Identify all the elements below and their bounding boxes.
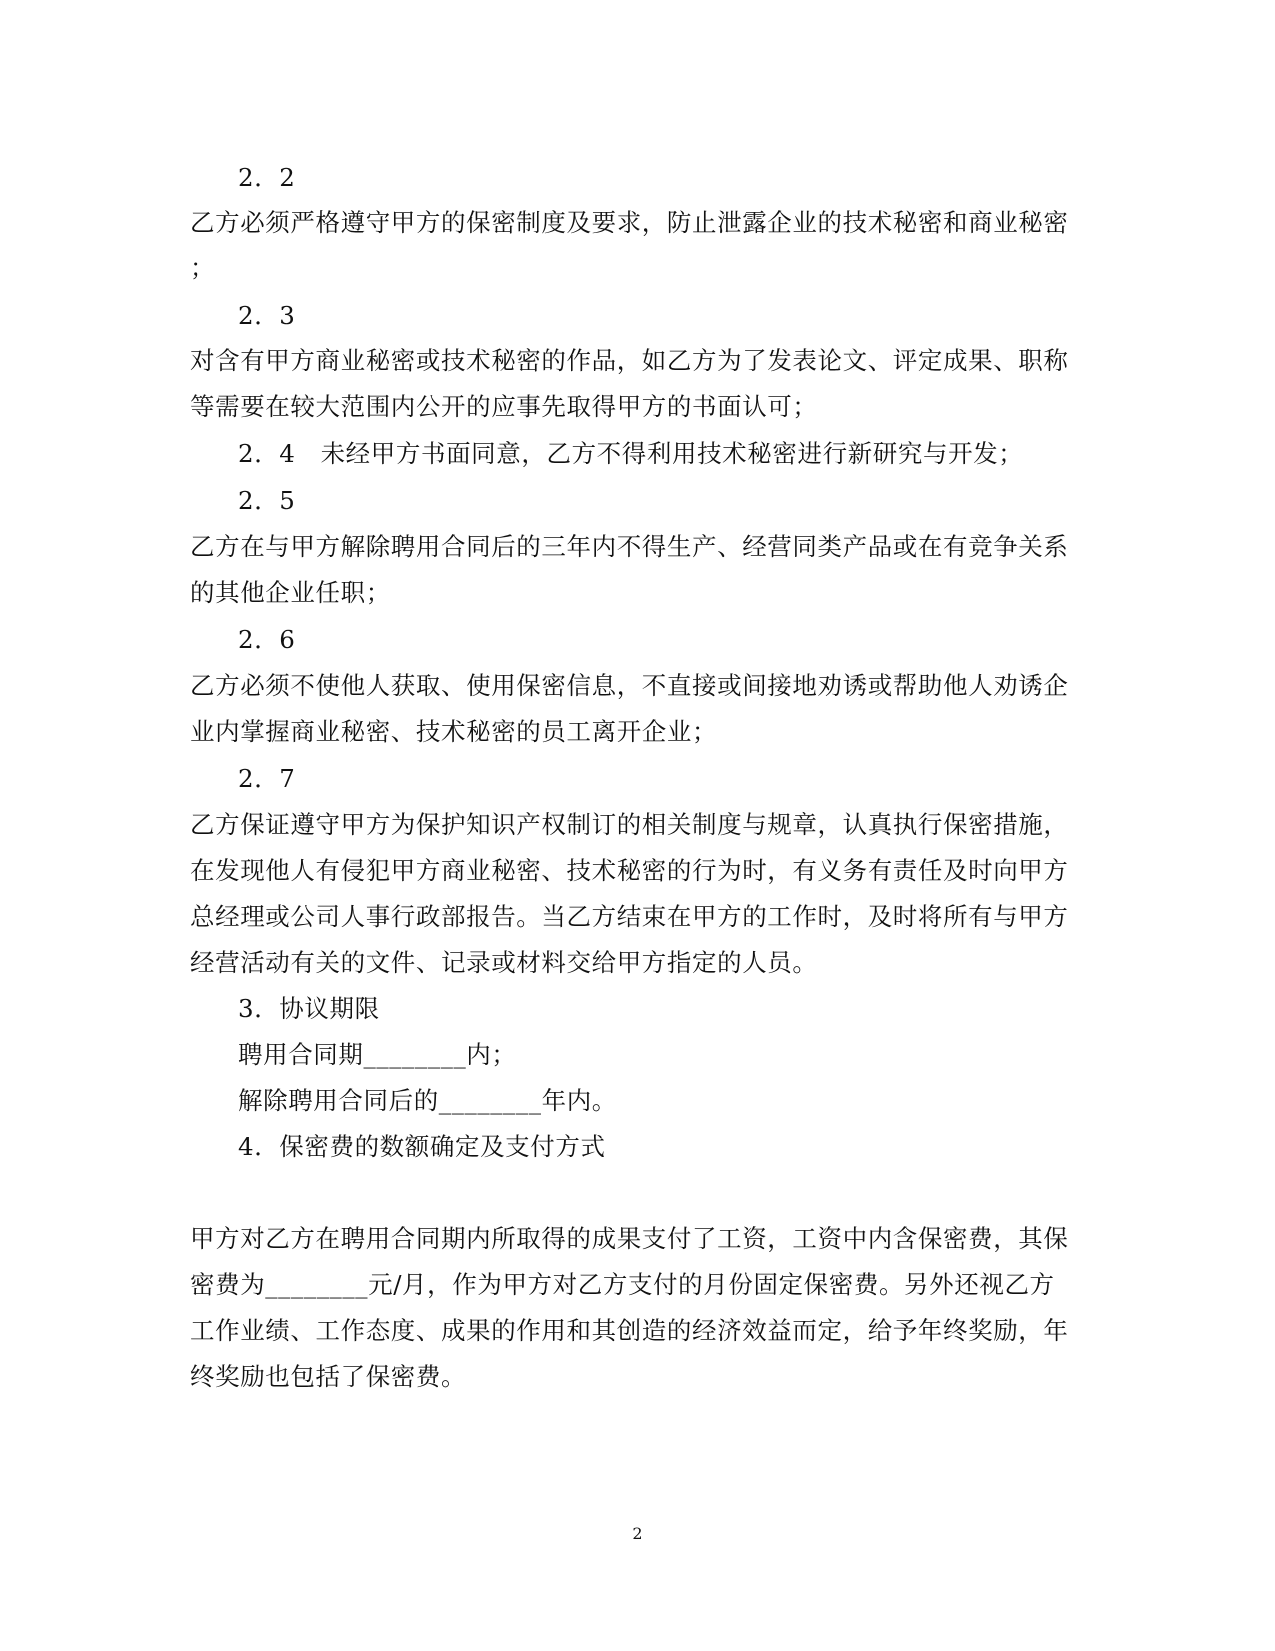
body-text-line: ； [190, 253, 216, 282]
clause-number-2-7: 2．7 [238, 764, 296, 793]
clause-number-2-5: 2．5 [238, 486, 296, 515]
body-text-line: 乙方在与甲方解除聘用合同后的三年内不得生产、经营同类产品或在有竞争关系 [190, 532, 1069, 561]
clause-number-2-3: 2．3 [238, 301, 296, 330]
body-text-line: 等需要在较大范围内公开的应事先取得甲方的书面认可； [190, 392, 818, 421]
body-text-line: 乙方必须不使他人获取、使用保密信息，不直接或间接地劝诱或帮助他人劝诱企 [190, 671, 1069, 700]
page-number: 2 [632, 1524, 643, 1543]
body-text-line: 经营活动有关的文件、记录或材料交给甲方指定的人员。 [190, 948, 818, 977]
body-text-line: 对含有甲方商业秘密或技术秘密的作品，如乙方为了发表论文、评定成果、职称 [190, 346, 1069, 375]
body-text-line: 密费为________元/月，作为甲方对乙方支付的月份固定保密费。另外还视乙方 [190, 1270, 1055, 1299]
body-text-line: 乙方必须严格遵守甲方的保密制度及要求，防止泄露企业的技术秘密和商业秘密 [190, 208, 1069, 237]
body-text-line: 总经理或公司人事行政部报告。当乙方结束在甲方的工作时，及时将所有与甲方 [190, 902, 1069, 931]
clause-number-2-6: 2．6 [238, 625, 296, 654]
section-heading-4: 4．保密费的数额确定及支付方式 [238, 1132, 606, 1161]
section-heading-3: 3．协议期限 [238, 994, 380, 1023]
post-termination-period-line: 解除聘用合同后的________年内。 [238, 1086, 617, 1115]
body-text-line: 终奖励也包括了保密费。 [190, 1362, 467, 1391]
clause-2-4: 2．4 未经甲方书面同意，乙方不得利用技术秘密进行新研究与开发； [238, 439, 1024, 468]
body-text-line: 甲方对乙方在聘用合同期内所取得的成果支付了工资，工资中内含保密费，其保 [190, 1224, 1069, 1253]
body-text-line: 业内掌握商业秘密、技术秘密的员工离开企业； [190, 717, 718, 746]
body-text-line: 的其他企业任职； [190, 578, 391, 607]
body-text-line: 在发现他人有侵犯甲方商业秘密、技术秘密的行为时，有义务有责任及时向甲方 [190, 856, 1069, 885]
clause-number-2-2: 2．2 [238, 163, 296, 192]
contract-period-line: 聘用合同期________内； [238, 1040, 517, 1069]
body-text-line: 乙方保证遵守甲方为保护知识产权制订的相关制度与规章，认真执行保密措施， [190, 810, 1069, 839]
body-text-line: 工作业绩、工作态度、成果的作用和其创造的经济效益而定，给予年终奖励，年 [190, 1316, 1069, 1345]
